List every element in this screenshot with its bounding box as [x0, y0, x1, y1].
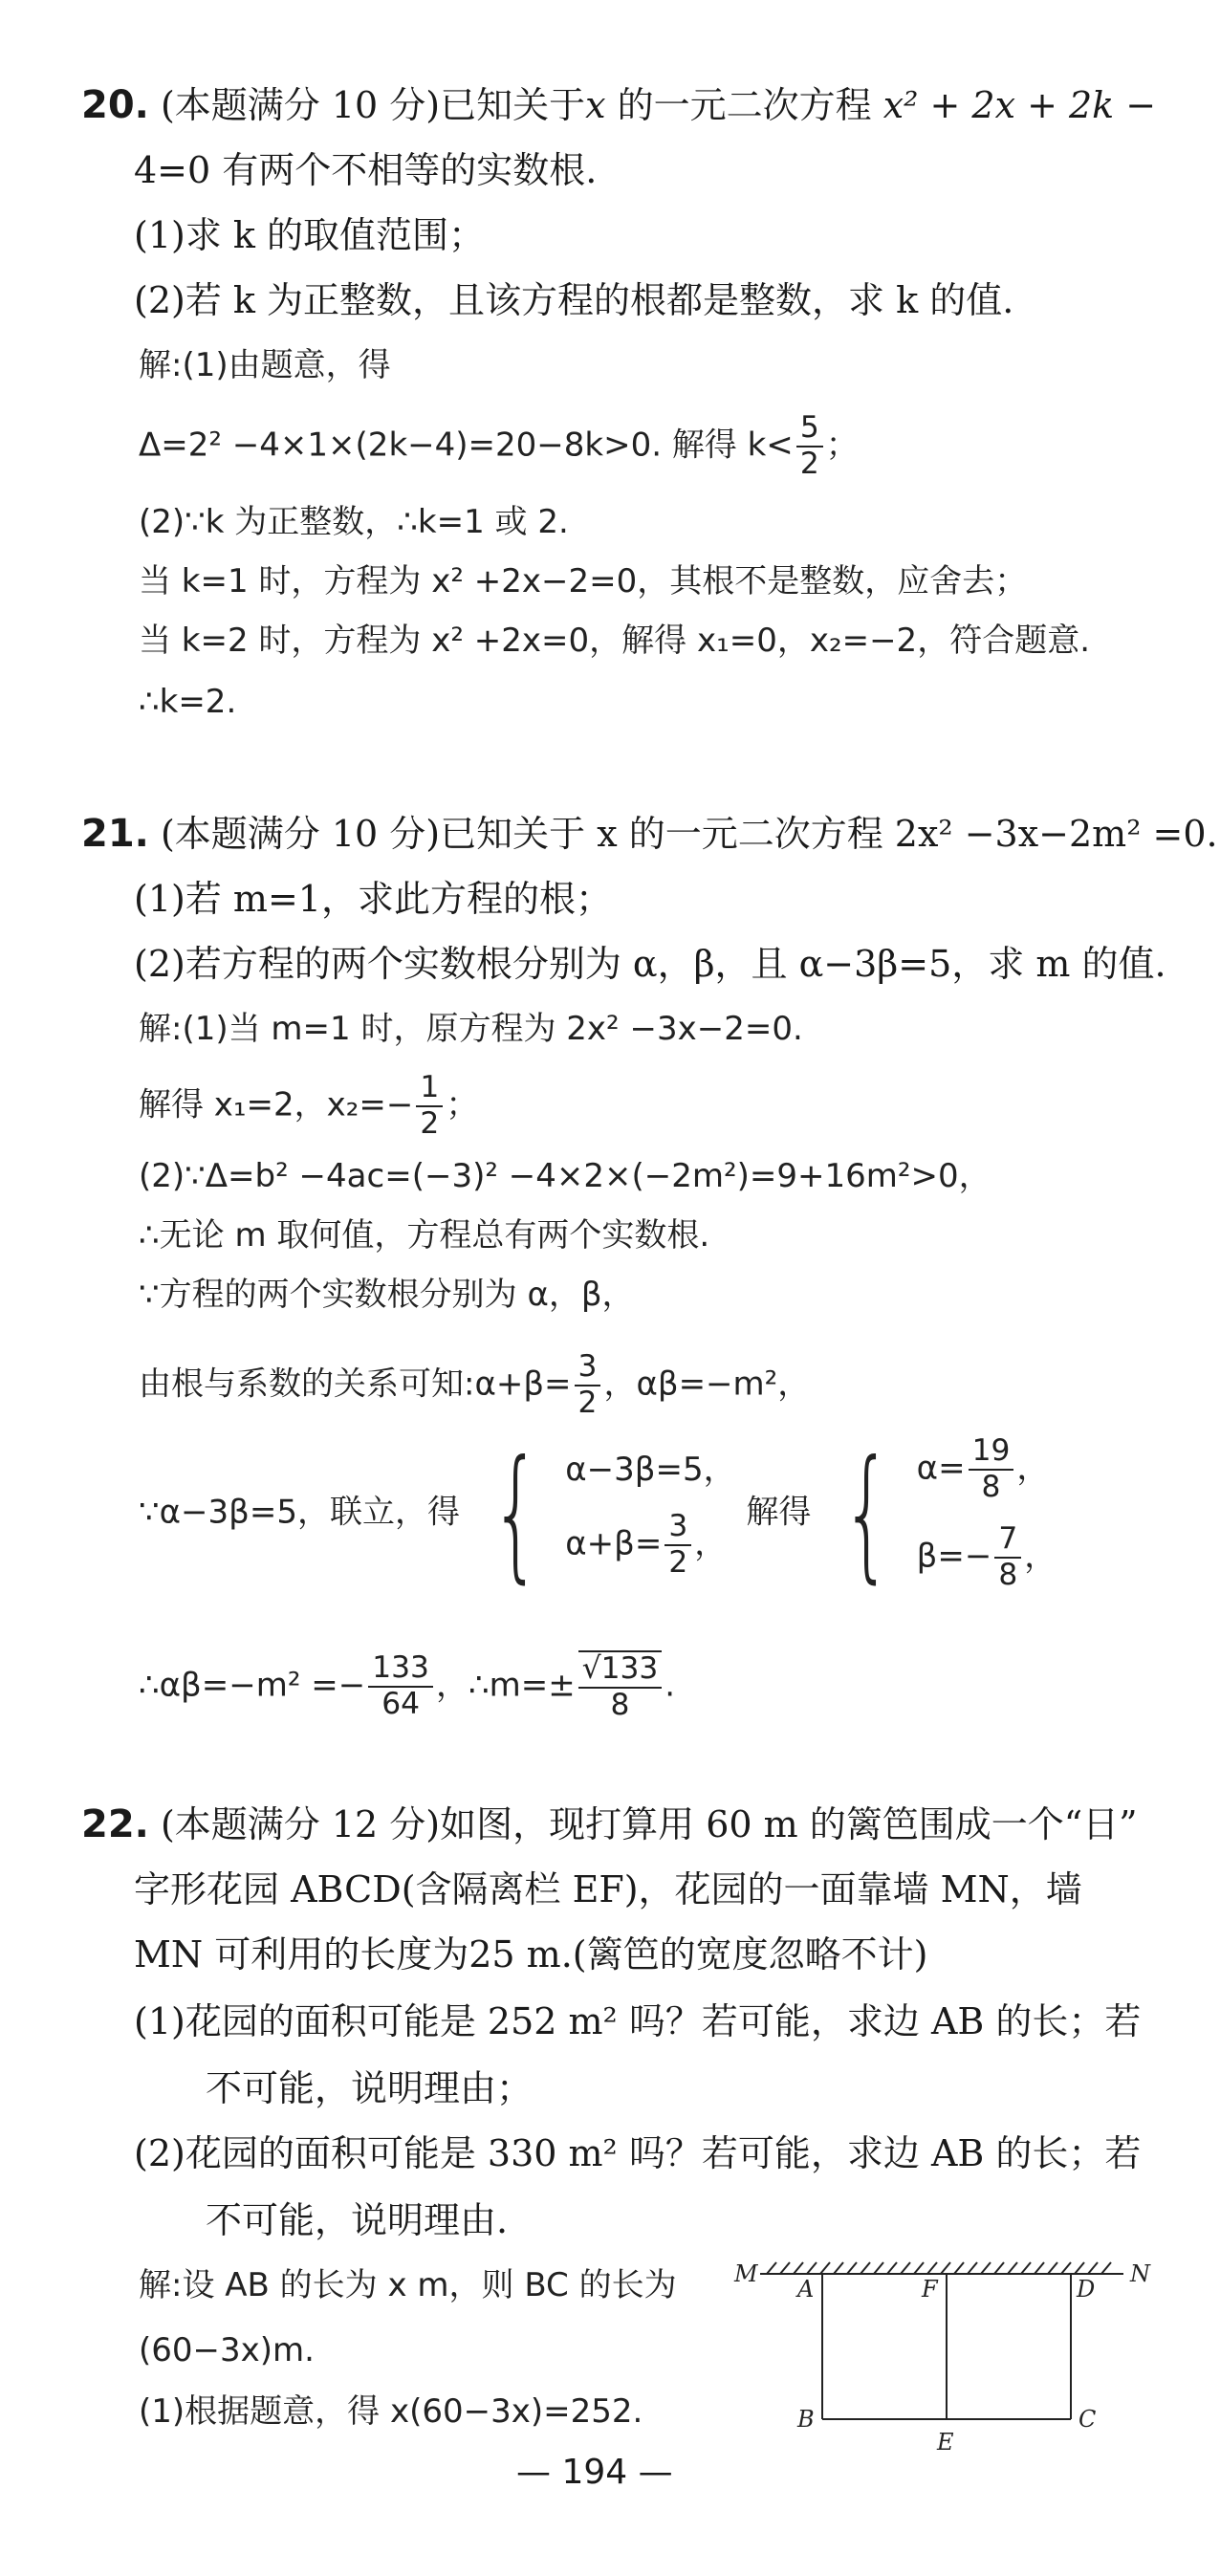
solution-line — [139, 1650, 675, 1723]
label-a: A — [797, 2276, 815, 2303]
problem-number: 20. — [81, 83, 149, 127]
numerator: 7 — [994, 1522, 1021, 1559]
solution-line: ∵方程的两个实数根分别为 α，β， — [139, 1276, 635, 1314]
fraction — [994, 1522, 1021, 1593]
problem-text: (本题满分 10 分)已知关于 — [160, 84, 586, 126]
fraction — [578, 1650, 663, 1723]
solution-line: 解:(1)由题意，得 — [139, 346, 391, 384]
solution-line: 当 k=2 时，方程为 x² +2x=0，解得 x₁=0，x₂=−2，符合题意. — [139, 622, 1090, 660]
solution-line: (60−3x)m. — [139, 2331, 315, 2369]
brace: { — [841, 1430, 893, 1597]
label-n: N — [1130, 2260, 1150, 2287]
solution-text: α+β= — [565, 1524, 663, 1563]
numerator: 5 — [796, 411, 823, 448]
solution-text: ， — [694, 1524, 728, 1563]
solution-line: ∴无论 m 取何值，方程总有两个实数根. — [139, 1216, 710, 1255]
problem-number: 21. — [81, 812, 149, 856]
denominator: 8 — [610, 1687, 630, 1722]
numerator: 1 — [416, 1071, 443, 1107]
solution-text: Δ=2² −4×1×(2k−4)=20−8k>0. 解得 k< — [139, 426, 794, 465]
fraction — [969, 1434, 1014, 1505]
brace: { — [490, 1430, 541, 1597]
solution-text: ， — [1016, 1449, 1050, 1488]
solution-line — [139, 1430, 1057, 1597]
system-row — [917, 1522, 1057, 1593]
solution-text: . — [664, 1666, 676, 1705]
solution-line: 解:(1)当 m=1 时，原方程为 2x² −3x−2=0. — [139, 1010, 803, 1048]
question-2: (2)花园的面积可能是 330 m² 吗？若可能，求边 AB 的长；若 — [134, 2132, 1142, 2174]
equation: x² + 2x + 2k − — [882, 84, 1157, 126]
solution-line: (2)∵Δ=b² −4ac=(−3)² −4×2×(−2m²)=9+16m²>0， — [139, 1157, 991, 1195]
solution-text: ，∴m=± — [435, 1666, 576, 1705]
denominator: 8 — [998, 1557, 1018, 1592]
problem-text: (本题满分 10 分)已知关于 x 的一元二次方程 2x² −3x−2m² =0. — [160, 813, 1218, 855]
problem-text: 字形花园 ABCD(含隔离栏 EF)，花园的一面靠墙 MN，墙 — [134, 1868, 1082, 1910]
system-row: α−3β=5， — [565, 1450, 736, 1489]
label-e: E — [937, 2429, 954, 2456]
solution-line: ∴k=2. — [139, 683, 237, 721]
problem-text: (本题满分 12 分)如图，现打算用 60 m 的篱笆围成一个“日” — [160, 1803, 1138, 1845]
problem-22-header — [81, 1801, 1138, 1847]
solution-line: (2)∵k 为正整数，∴k=1 或 2. — [139, 503, 569, 541]
solution-text: ； — [825, 426, 859, 465]
label-b: B — [797, 2406, 815, 2433]
denominator: 2 — [577, 1385, 598, 1420]
system-row — [917, 1434, 1057, 1505]
problem-text: x — [585, 84, 606, 126]
solution-text: 由根与系数的关系可知:α+β= — [139, 1364, 572, 1404]
solution-line — [139, 411, 859, 482]
solution-text: 解得 x₁=2，x₂=− — [139, 1085, 414, 1124]
solution-text: ，αβ=−m²， — [603, 1364, 811, 1404]
denominator: 2 — [420, 1105, 440, 1141]
problem-20-header — [81, 82, 1156, 128]
solution-text: ∴αβ=−m² =− — [139, 1666, 366, 1705]
equation-system — [470, 1430, 736, 1597]
fraction — [664, 1510, 691, 1581]
solution-text: α= — [916, 1449, 966, 1488]
denominator: 8 — [981, 1469, 1001, 1504]
garden-diagram — [717, 2247, 1157, 2457]
solution-line — [139, 1071, 478, 1142]
fraction — [416, 1071, 443, 1142]
label-d: D — [1077, 2276, 1096, 2303]
numerator: 133 — [368, 1651, 433, 1688]
numerator: 3 — [575, 1350, 601, 1386]
denominator: 2 — [668, 1544, 688, 1580]
problem-text: MN 可利用的长度为25 m.(篱笆的宽度忽略不计) — [134, 1933, 928, 1976]
solution-line — [139, 1350, 810, 1421]
label-m: M — [734, 2260, 758, 2287]
solution-line: (1)根据题意，得 x(60−3x)=252. — [139, 2392, 643, 2431]
problem-number: 22. — [81, 1802, 149, 1846]
solution-text: β=− — [916, 1537, 992, 1576]
label-f: F — [922, 2276, 938, 2303]
solution-text: 解得 — [746, 1493, 812, 1532]
page-number: — 194 — — [516, 2453, 673, 2492]
problem-text: 的一元二次方程 — [605, 84, 883, 126]
label-c: C — [1078, 2406, 1097, 2433]
question-1-cont: 不可能，说明理由； — [206, 2067, 534, 2109]
solution-line: 解:设 AB 的长为 x m，则 BC 的长为 — [139, 2266, 677, 2304]
problem-text: 4=0 有两个不相等的实数根. — [134, 149, 598, 191]
problem-21-header — [81, 811, 1218, 857]
denominator: 64 — [381, 1686, 420, 1721]
question-2-cont: 不可能，说明理由. — [206, 2199, 509, 2241]
solution-text: ； — [446, 1085, 479, 1124]
solution-line: 当 k=1 时，方程为 x² +2x−2=0，其根不是整数，应舍去； — [139, 562, 1028, 600]
system-row — [565, 1510, 735, 1581]
question-1: (1)花园的面积可能是 252 m² 吗？若可能，求边 AB 的长；若 — [134, 2000, 1142, 2042]
question-1: (1)求 k 的取值范围； — [134, 214, 486, 256]
question-1: (1)若 m=1，求此方程的根； — [134, 878, 612, 920]
denominator: 2 — [799, 446, 819, 481]
question-2: (2)若方程的两个实数根分别为 α，β，且 α−3β=5，求 m 的值. — [134, 943, 1166, 985]
fraction — [368, 1651, 433, 1722]
numerator: 19 — [969, 1434, 1014, 1471]
wall-hatching — [767, 2262, 1111, 2274]
numerator: 3 — [664, 1510, 691, 1546]
solution-text: ∵α−3β=5，联立，得 — [139, 1493, 460, 1532]
equation-system — [821, 1430, 1057, 1597]
question-2: (2)若 k 为正整数，且该方程的根都是整数，求 k 的值. — [134, 279, 1014, 321]
numerator: √133 — [578, 1650, 663, 1689]
fraction — [575, 1350, 601, 1421]
fraction — [796, 411, 823, 482]
solution-text: ， — [1024, 1537, 1057, 1576]
